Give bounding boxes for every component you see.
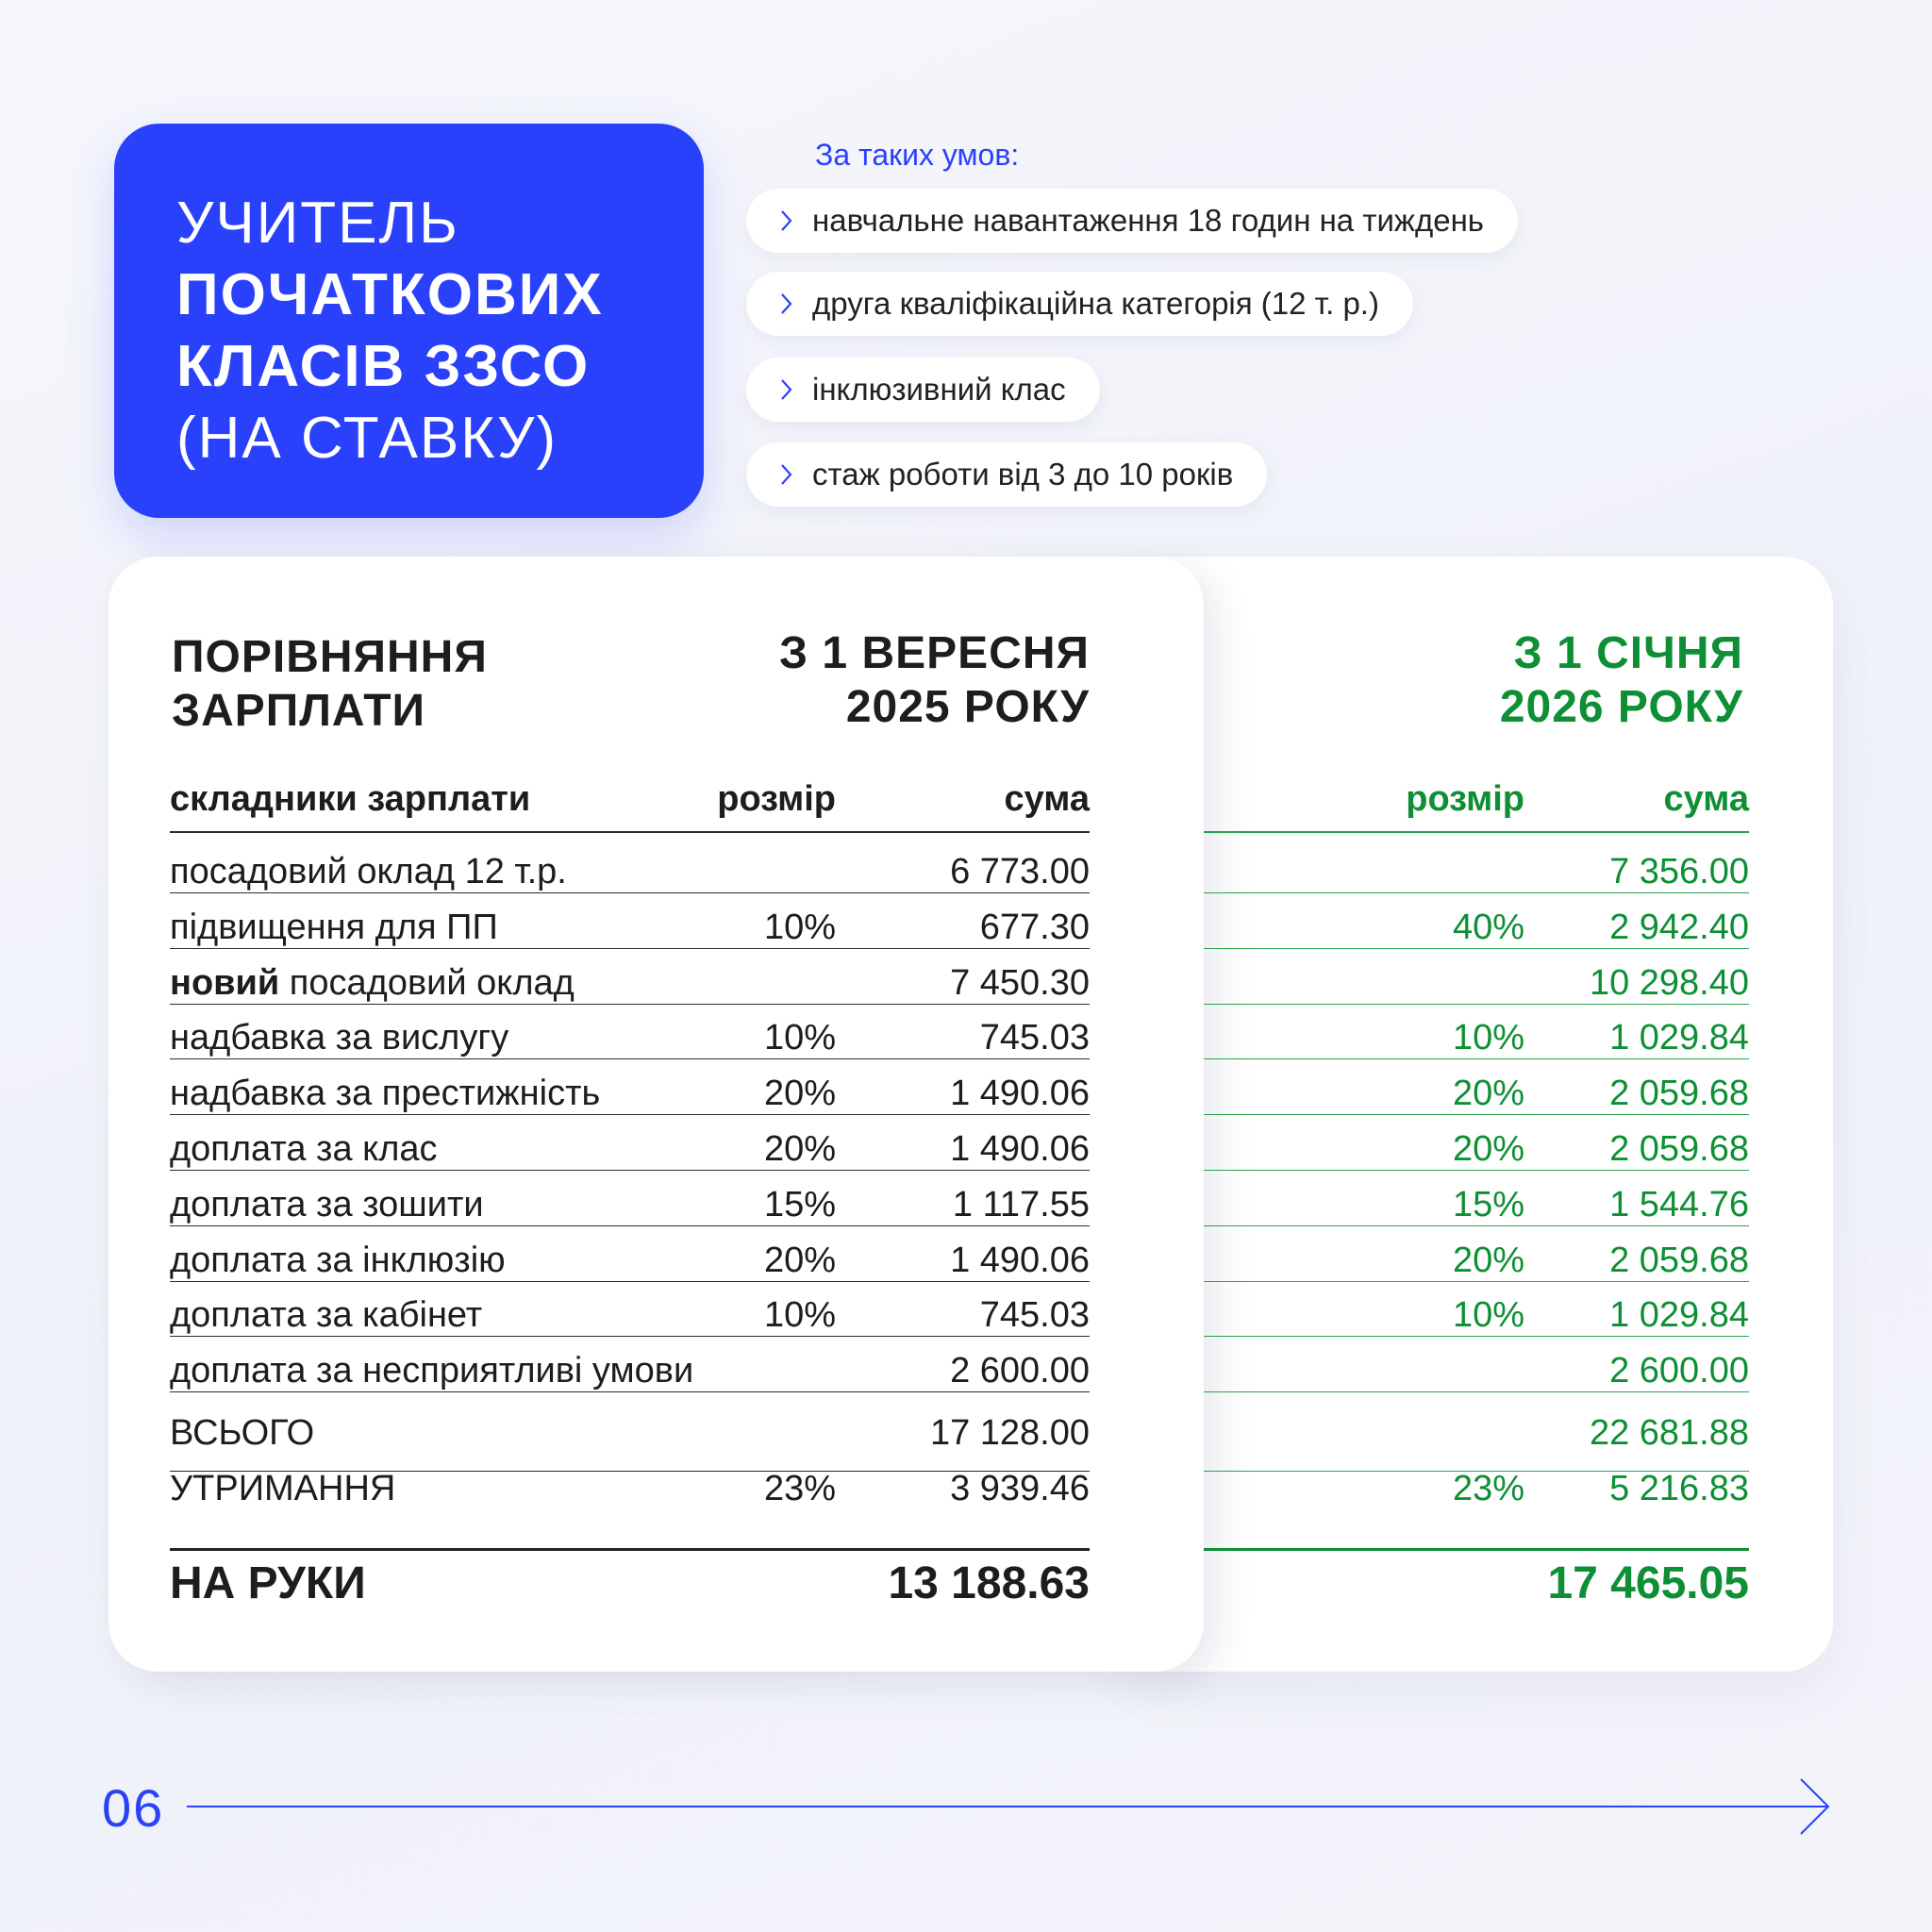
sep-sum-cell: 745.03 bbox=[979, 1295, 1090, 1336]
sep-size-cell: 10% bbox=[763, 1018, 836, 1058]
condition-text: стаж роботи від 3 до 10 років bbox=[812, 457, 1234, 491]
period-january-heading bbox=[1500, 626, 1743, 734]
row-label: доплата за клас bbox=[170, 1129, 438, 1169]
net-jan-sum: 17 465.05 bbox=[1547, 1558, 1749, 1608]
chevron-right-icon bbox=[774, 378, 797, 401]
sep-sum-cell: 6 773.00 bbox=[950, 852, 1090, 891]
total-jan-sum: 22 681.88 bbox=[1589, 1413, 1749, 1453]
jan-size-cell: 10% bbox=[1452, 1018, 1524, 1058]
jan-size-cell: 40% bbox=[1452, 907, 1524, 947]
sep-size-cell: 10% bbox=[763, 1295, 836, 1336]
jan-size-cell: 20% bbox=[1452, 1074, 1524, 1114]
sep-sum-cell: 1 117.55 bbox=[952, 1184, 1090, 1224]
table-heading-line: ПОРІВНЯННЯ bbox=[172, 632, 488, 682]
total-label: ВСЬОГО bbox=[170, 1413, 315, 1453]
row-divider bbox=[170, 892, 1090, 893]
row-divider bbox=[170, 1170, 1090, 1171]
jan-sum-cell: 1 029.84 bbox=[1609, 1018, 1749, 1058]
row-label: надбавка за престижність bbox=[170, 1074, 601, 1114]
jan-sum-cell: 2 059.68 bbox=[1609, 1074, 1749, 1114]
chevron-right-icon bbox=[774, 463, 797, 486]
sep-sum-cell: 1 490.06 bbox=[950, 1074, 1090, 1114]
row-divider bbox=[1204, 1004, 1749, 1005]
jan-sum-cell: 2 059.68 bbox=[1609, 1129, 1749, 1169]
column-header-size-sep: розмір bbox=[717, 779, 836, 819]
condition-pill-workload bbox=[746, 189, 1518, 253]
net-sep-sum: 13 188.63 bbox=[888, 1558, 1090, 1608]
row-label: доплата за інклюзію bbox=[170, 1240, 506, 1280]
deduction-jan-sum: 5 216.83 bbox=[1609, 1469, 1749, 1508]
title-line-2: ПОЧАТКОВИХ bbox=[176, 262, 604, 327]
row-divider bbox=[170, 1391, 1090, 1392]
sep-sum-cell: 2 600.00 bbox=[950, 1351, 1090, 1391]
column-header-sum-jan: сума bbox=[1663, 779, 1749, 819]
jan-size-cell: 20% bbox=[1452, 1129, 1524, 1169]
period-line: З 1 СІЧНЯ bbox=[1513, 628, 1743, 678]
sep-size-cell: 15% bbox=[763, 1184, 836, 1224]
row-divider bbox=[1204, 948, 1749, 949]
period-september-heading bbox=[779, 626, 1090, 734]
row-divider bbox=[170, 1004, 1090, 1005]
column-header-components: складники зарплати bbox=[170, 779, 531, 819]
row-divider bbox=[170, 1114, 1090, 1115]
period-line: З 1 ВЕРЕСНЯ bbox=[779, 628, 1090, 678]
row-label-text: посадовий оклад bbox=[279, 962, 575, 1003]
condition-text: інклюзивний клас bbox=[812, 372, 1066, 407]
jan-size-cell: 10% bbox=[1452, 1295, 1524, 1336]
row-divider bbox=[1204, 1058, 1749, 1059]
deduction-sep-size: 23% bbox=[763, 1469, 836, 1508]
net-label: НА РУКИ bbox=[170, 1558, 366, 1608]
jan-sum-cell: 10 298.40 bbox=[1589, 962, 1749, 1003]
condition-pill-category bbox=[746, 272, 1413, 336]
row-divider bbox=[170, 1548, 1090, 1551]
row-label: посадовий оклад 12 т.р. bbox=[170, 852, 567, 891]
row-divider bbox=[1204, 1114, 1749, 1115]
table-heading bbox=[172, 630, 488, 738]
row-label: доплата за несприятливі умови bbox=[170, 1351, 694, 1391]
title-line-3: КЛАСІВ ЗЗСО bbox=[176, 334, 591, 399]
condition-text: навчальне навантаження 18 годин на тиждень bbox=[812, 203, 1484, 238]
deduction-jan-size: 23% bbox=[1452, 1469, 1524, 1508]
period-line: 2025 РОКУ bbox=[845, 682, 1090, 732]
row-label: доплата за кабінет bbox=[170, 1295, 483, 1336]
condition-pill-inclusive bbox=[746, 358, 1100, 422]
sep-size-cell: 20% bbox=[763, 1240, 836, 1280]
total-sep-sum: 17 128.00 bbox=[929, 1413, 1090, 1453]
sep-sum-cell: 1 490.06 bbox=[950, 1129, 1090, 1169]
jan-sum-cell: 7 356.00 bbox=[1609, 852, 1749, 891]
row-label: надбавка за вислугу bbox=[170, 1018, 509, 1058]
title-line-4: (НА СТАВКУ) bbox=[176, 406, 558, 471]
row-label-emphasis: новий bbox=[170, 962, 280, 1003]
sep-sum-cell: 7 450.30 bbox=[950, 962, 1090, 1003]
row-divider bbox=[170, 948, 1090, 949]
column-header-size-jan: розмір bbox=[1406, 779, 1524, 819]
row-divider bbox=[1204, 1225, 1749, 1226]
row-divider bbox=[1204, 1391, 1749, 1392]
deduction-sep-sum: 3 939.46 bbox=[950, 1469, 1090, 1508]
row-label bbox=[170, 961, 575, 1005]
chevron-right-icon bbox=[774, 292, 797, 315]
jan-sum-cell: 1 544.76 bbox=[1609, 1184, 1749, 1224]
sep-size-cell: 20% bbox=[763, 1129, 836, 1169]
jan-size-cell: 20% bbox=[1452, 1240, 1524, 1280]
chevron-right-icon bbox=[774, 209, 797, 232]
jan-sum-cell: 2 942.40 bbox=[1609, 907, 1749, 947]
row-divider bbox=[170, 1058, 1090, 1059]
column-header-sum-sep: сума bbox=[1004, 779, 1090, 819]
row-divider bbox=[170, 1225, 1090, 1226]
row-divider bbox=[1204, 892, 1749, 893]
row-divider bbox=[1204, 1336, 1749, 1337]
jan-sum-cell: 2 059.68 bbox=[1609, 1240, 1749, 1280]
arrow-right-icon bbox=[185, 1774, 1836, 1840]
jan-sum-cell: 2 600.00 bbox=[1609, 1351, 1749, 1391]
deduction-label: УТРИМАННЯ bbox=[170, 1469, 396, 1508]
condition-pill-experience bbox=[746, 442, 1267, 507]
header-divider bbox=[170, 831, 1090, 833]
sep-sum-cell: 745.03 bbox=[979, 1018, 1090, 1058]
sep-size-cell: 20% bbox=[763, 1074, 836, 1114]
sep-size-cell: 10% bbox=[763, 907, 836, 947]
page-number: 06 bbox=[102, 1778, 165, 1838]
title-card bbox=[114, 124, 704, 518]
row-label: підвищення для ПП bbox=[170, 907, 498, 947]
row-divider bbox=[1204, 1170, 1749, 1171]
row-divider bbox=[1204, 1548, 1749, 1551]
jan-sum-cell: 1 029.84 bbox=[1609, 1295, 1749, 1336]
table-heading-line: ЗАРПЛАТИ bbox=[172, 686, 426, 736]
row-divider bbox=[170, 1281, 1090, 1282]
title-line-1: УЧИТЕЛЬ bbox=[176, 191, 459, 256]
sep-sum-cell: 1 490.06 bbox=[950, 1240, 1090, 1280]
conditions-label: За таких умов: bbox=[815, 138, 1020, 172]
period-line: 2026 РОКУ bbox=[1499, 682, 1743, 732]
row-divider bbox=[1204, 1281, 1749, 1282]
row-divider bbox=[170, 1336, 1090, 1337]
sep-sum-cell: 677.30 bbox=[979, 907, 1090, 947]
row-label: доплата за зошити bbox=[170, 1184, 484, 1224]
header-divider bbox=[1204, 831, 1749, 833]
condition-text: друга кваліфікаційна категорія (12 т. р.) bbox=[812, 286, 1379, 321]
jan-size-cell: 15% bbox=[1452, 1184, 1524, 1224]
